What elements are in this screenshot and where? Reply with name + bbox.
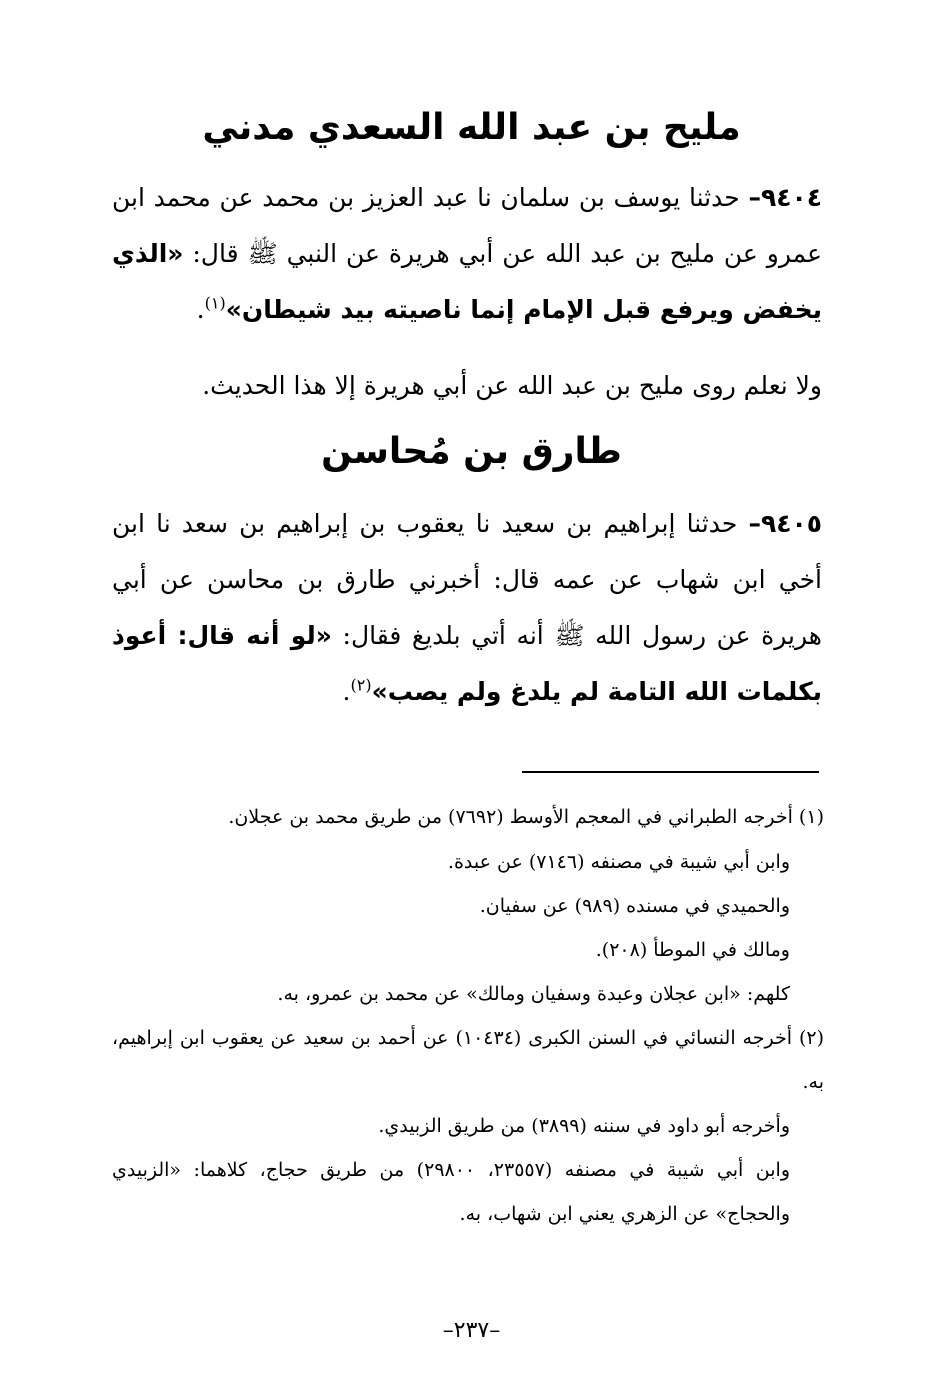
footnote-1-line: كلهم: «ابن عجلان وعبدة وسفيان ومالك» عن محمد بن عمرو، به. — [277, 983, 790, 1005]
section-heading-tariq: طارق بن مُحاسن — [321, 431, 622, 472]
hadith-chain: حدثنا إبراهيم بن سعيد نا يعقوب بن إبراهيم بن سعد نا ابن أخي ابن شهاب عن عمه قال: أخبرني طارق بن محاسن عن أبي هريرة عن رسول الله ﷺ أنه أتي بلديغ فقال: — [112, 509, 822, 650]
footnote-2-line: (٢) أخرجه النسائي في السنن الكبرى (١٠٤٣٤) عن أحمد بن سعيد عن يعقوب ابن إبراهيم، به. — [112, 1027, 825, 1093]
footnote-separator — [522, 771, 819, 773]
hadith-9405 — [112, 496, 822, 720]
footnote-ref-1[interactable]: (١) — [204, 293, 226, 313]
footnote-ref-2[interactable]: (٢) — [350, 675, 372, 695]
hadith-chain: حدثنا يوسف بن سلمان نا عبد العزيز بن محمد عن محمد ابن عمرو عن مليح بن عبد الله عن أبي هريرة عن النبي ﷺ قال: — [112, 183, 822, 268]
footnote-1-line: (١) أخرجه الطبراني في المعجم الأوسط (٧٦٩٢) من طريق محمد بن عجلان. — [228, 806, 824, 828]
hadith-matn: «لو أنه قال: أعوذ بكلمات الله التامة لم يلدغ ولم يصب» — [112, 621, 822, 706]
footnote-2-line: وأخرجه أبو داود في سننه (٣٨٩٩) من طريق الزبيدي. — [378, 1115, 790, 1137]
footnote-1-line: وابن أبي شيبة في مصنفه (٧١٤٦) عن عبدة. — [447, 851, 790, 873]
footnote-1-line: والحميدي في مسنده (٩٨٩) عن سفيان. — [479, 895, 790, 917]
hadith-dash: – — [748, 183, 761, 212]
hadith-end: . — [196, 295, 205, 324]
hadith-number: ٩٤٠٤ — [760, 183, 822, 212]
hadith-matn: «الذي يخفض ويرفع قبل الإمام إنما ناصيته بيد شيطان» — [112, 239, 822, 324]
footnote-2-line: وابن أبي شيبة في مصنفه (٢٣٥٥٧، ٢٩٨٠٠) من طريق حجاج، كلاهما: «الزبيدي والحجاج» عن الزهري يعني ابن شهاب، به. — [112, 1159, 791, 1225]
hadith-9404 — [112, 170, 822, 338]
hadith-end: . — [342, 677, 351, 706]
page-number: –٢٣٧– — [442, 1318, 501, 1343]
hadith-remark: ولا نعلم روى مليح بن عبد الله عن أبي هريرة إلا هذا الحديث. — [202, 371, 822, 400]
hadith-dash: – — [748, 509, 761, 538]
hadith-number: ٩٤٠٥ — [760, 509, 822, 538]
footnote-1-line: ومالك في الموطأ (٢٠٨). — [595, 939, 790, 961]
section-heading-maleeh: مليح بن عبد الله السعدي مدني — [202, 107, 741, 148]
